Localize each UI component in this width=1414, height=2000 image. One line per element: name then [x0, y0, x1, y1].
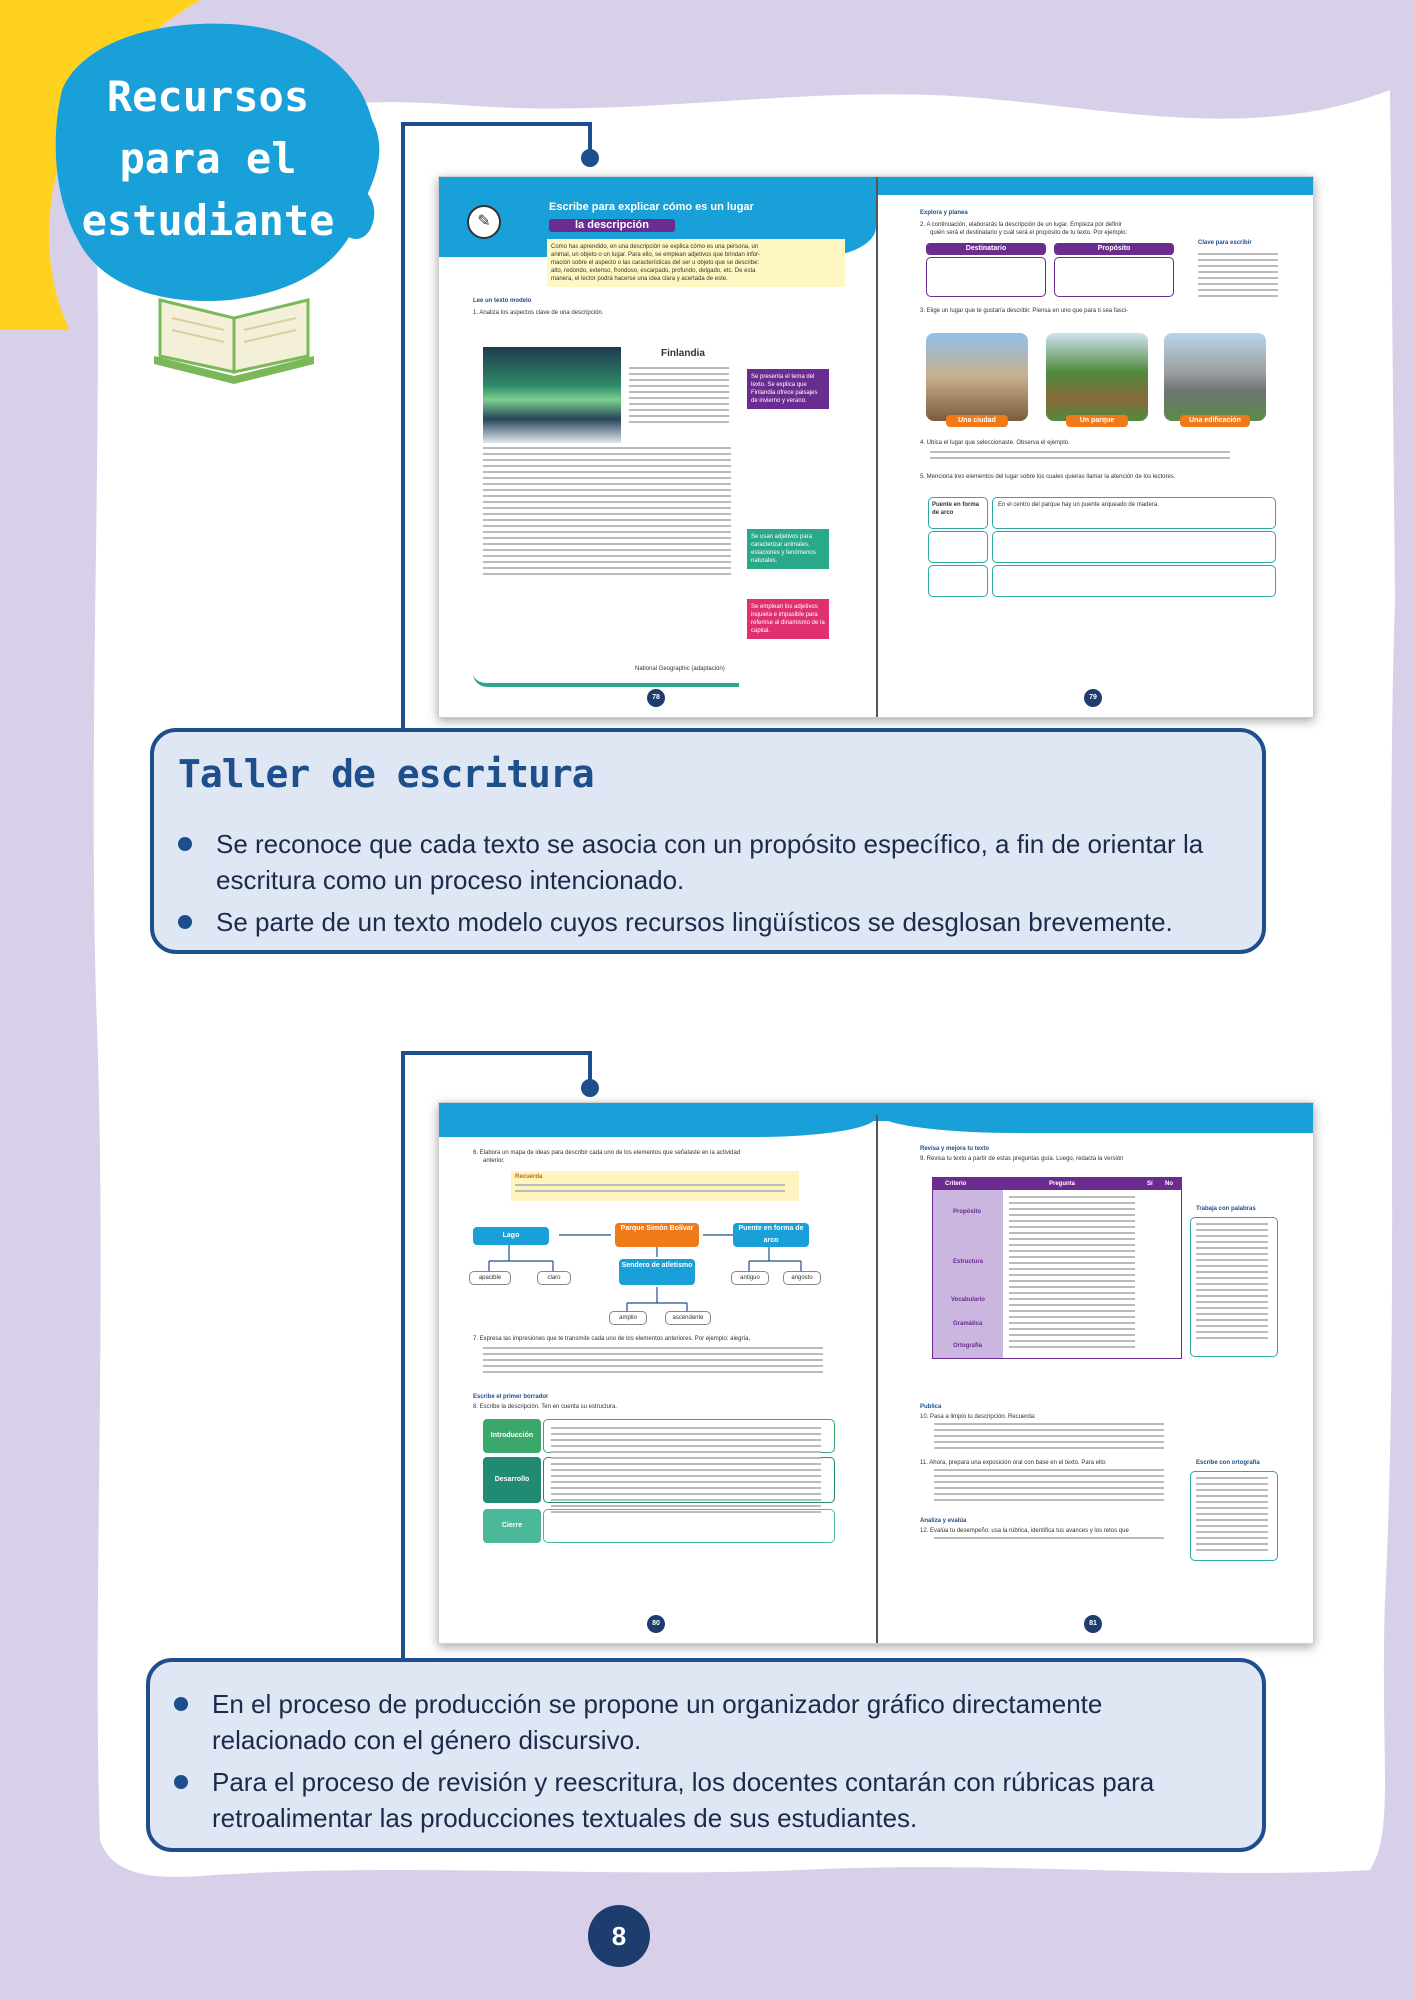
header-line-1: Recursos	[106, 72, 310, 121]
list-item: Para el proceso de revisión y reescritura, los docentes contarán con rúbricas para retroalimentar las producciones textuales de sus estudiantes.	[174, 1764, 1234, 1836]
green-underline	[473, 673, 739, 687]
page-number-79: 79	[1084, 689, 1102, 707]
banner-title: Escribe para explicar cómo es un lugar	[549, 201, 754, 213]
element-desc-3	[992, 565, 1276, 597]
th-no: No	[1165, 1181, 1173, 1187]
side-palabras-label: Trabaja con palabras	[1196, 1206, 1256, 1212]
clave-label: Clave para escribir	[1198, 240, 1252, 246]
header-line-3: estudiante	[81, 196, 335, 245]
book-spread-1	[438, 176, 1314, 718]
question-6: 6. Elabora un mapa de ideas para describir cada uno de los elementos que señalaste en la actividad	[473, 1150, 741, 1156]
q10-list	[934, 1423, 1164, 1453]
crit-proposito: Propósito	[953, 1209, 981, 1215]
pencil-icon: ✎	[467, 205, 501, 239]
map-lago: Lago	[473, 1227, 549, 1245]
th-si: Sí	[1147, 1181, 1153, 1187]
side-ortografia-label: Escribe con ortografía	[1196, 1460, 1260, 1466]
th-criterio: Criterio	[945, 1181, 967, 1187]
element-box-3	[928, 565, 988, 597]
col-proposito: Propósito	[1054, 243, 1174, 255]
info-box-list	[178, 826, 1238, 946]
page-number-81: 81	[1084, 1615, 1102, 1633]
prop-box	[1054, 257, 1174, 297]
question-5: 5. Menciona tres elementos del lugar sobre los cuales quieras llamar la atención de los lectores.	[920, 474, 1176, 480]
page-80	[439, 1121, 876, 1643]
section-lee: Lee un texto modelo	[473, 298, 532, 304]
question-6b: anterior.	[483, 1158, 505, 1164]
info-box-title: Taller de escritura	[178, 752, 594, 796]
header-wave	[876, 1103, 1313, 1133]
side-ortografia-text	[1196, 1477, 1268, 1555]
leaf-1: apacible	[469, 1271, 511, 1285]
crit-estructura: Estructura	[953, 1259, 984, 1265]
leaf-6: ascendente	[665, 1311, 711, 1325]
header-badge-title	[78, 66, 338, 252]
th-pregunta: Pregunta	[1049, 1181, 1076, 1187]
info-box-produccion	[146, 1658, 1266, 1852]
crit-gramatica: Gramática	[953, 1321, 983, 1327]
photo-city	[926, 333, 1028, 421]
book-spread-2	[438, 1102, 1314, 1644]
article-title: Finlandia	[661, 348, 705, 359]
map-sendero: Sendero de atletismo	[619, 1259, 695, 1285]
list-item: Se parte de un texto modelo cuyos recursos lingüísticos se desglosan brevemente.	[178, 904, 1238, 940]
question-7: 7. Expresa las impresiones que te transmite cada uno de los elementos anteriores. Por ejemplo: alegría,	[473, 1336, 751, 1342]
info-box-list	[174, 1686, 1234, 1842]
question-1: 1. Analiza los aspectos clave de una descripción.	[473, 310, 604, 316]
rubric-questions	[1009, 1196, 1135, 1352]
crit-ortografia: Ortografía	[953, 1343, 983, 1349]
article-body	[629, 367, 729, 427]
rubric-table	[932, 1177, 1182, 1359]
leaf-2: claro	[537, 1271, 571, 1285]
page-number-80: 80	[647, 1615, 665, 1633]
bridge-label: Puente en forma de arco	[932, 502, 980, 516]
leaf-4: angosto	[783, 1271, 821, 1285]
page-number-78: 78	[647, 689, 665, 707]
note-1: Se presenta el tema del texto. Se explica que Finlandia ofrece paisajes de invierno y verano.	[747, 369, 829, 409]
label-building: Una edificación	[1180, 415, 1250, 427]
bullet-icon	[174, 1775, 188, 1789]
article-source: National Geographic (adaptación)	[635, 666, 725, 672]
section-publica: Publica	[920, 1404, 942, 1410]
aurora-photo	[483, 347, 621, 443]
q7-text	[483, 1347, 823, 1377]
question-8: 8. Escribe la descripción. Ten en cuenta su estructura.	[473, 1404, 617, 1410]
question-3: 3. Elige un lugar que te gustaría describir. Piensa en uno que para ti sea fasci-	[920, 308, 1129, 314]
bullet-icon	[178, 915, 192, 929]
question-2: 2. A continuación, elaborarás la descripción de un lugar. Empieza por definir	[920, 222, 1122, 228]
page-78	[439, 195, 876, 717]
crit-vocabulario: Vocabulario	[951, 1297, 985, 1303]
label-park: Un parque	[1066, 415, 1128, 427]
question-9: 9. Revisa tu texto a partir de estas preguntas guía. Luego, redacta la versión	[920, 1156, 1124, 1162]
dest-box	[926, 257, 1046, 297]
element-box-2	[928, 531, 988, 563]
question-2b: quién será el destinatario y cuál será el propósito de tu texto. Por ejemplo:	[930, 230, 1128, 236]
list-item: En el proceso de producción se propone un organizador gráfico directamente relacionado con el género discursivo.	[174, 1686, 1234, 1758]
rows-text	[551, 1427, 821, 1517]
q11-list	[934, 1469, 1164, 1505]
question-11: 11. Ahora, prepara una exposición oral con base en el texto. Para ello:	[920, 1460, 1107, 1466]
info-box-taller	[150, 728, 1266, 954]
article-body-2	[483, 447, 731, 579]
section-borrador: Escribe el primer borrador	[473, 1394, 549, 1400]
clave-text	[1198, 253, 1278, 301]
intro-text: Como has aprendido, en una descripción se explica cómo es una persona, un animal, un objeto o un lugar. Para ello, se emplean adjetivos que brindan infor- mación sobre el aspecto o las características del ser u objeto que se describe: alto, redondo, extenso, frondoso, escarpado, profundo, delgado, etc. De esta manera, el lector podrá hacerse una idea clara y acertada de este.	[547, 239, 845, 287]
row-introduccion: Introducción	[483, 1419, 541, 1453]
question-10: 10. Pasa a limpio tu descripción. Recuerda:	[920, 1414, 1036, 1420]
row-cierre: Cierre	[483, 1509, 541, 1543]
section-explora: Explora y planea	[920, 210, 968, 216]
q4-example	[930, 451, 1230, 463]
leaf-3: antiguo	[731, 1271, 769, 1285]
col-destinatario: Destinatario	[926, 243, 1046, 255]
page-81	[876, 1121, 1313, 1643]
note-3: Se emplean los adjetivos inquieta e impasible para referirse al dinamismo de la capital.	[747, 599, 829, 639]
bridge-desc: En el centro del parque hay un puente arqueado de madera.	[998, 502, 1159, 508]
page-79	[876, 195, 1313, 717]
header-line-2: para el	[119, 134, 297, 183]
question-4: 4. Ubica el lugar que seleccionaste. Observa el ejemplo.	[920, 440, 1070, 446]
note-2: Se usan adjetivos para caracterizar animales, estaciones y fenómenos naturales.	[747, 529, 829, 569]
recuerda-label: Recuerda	[515, 1174, 543, 1180]
bullet-icon	[178, 837, 192, 851]
photo-park	[1046, 333, 1148, 421]
section-revisa: Revisa y mejora tu texto	[920, 1146, 990, 1152]
side-palabras-text	[1196, 1223, 1268, 1343]
label-city: Una ciudad	[946, 415, 1008, 427]
question-12: 12. Evalúa tu desempeño: usa la rúbrica, identifica tus avances y los retos que	[920, 1528, 1129, 1534]
bullet-icon	[174, 1697, 188, 1711]
map-puente: Puente en forma de arco	[733, 1223, 809, 1247]
q12-text	[934, 1537, 1164, 1543]
photo-building	[1164, 333, 1266, 421]
banner-subtitle: la descripción	[549, 219, 675, 232]
row-desarrollo: Desarrollo	[483, 1457, 541, 1503]
element-desc-2	[992, 531, 1276, 563]
map-center: Parque Simón Bolívar	[615, 1223, 699, 1247]
section-analiza: Analiza y evalúa	[920, 1518, 967, 1524]
page-number: 8	[588, 1905, 650, 1967]
list-item: Se reconoce que cada texto se asocia con un propósito específico, a fin de orientar la escritura como un proceso intencionado.	[178, 826, 1238, 898]
leaf-5: amplio	[609, 1311, 647, 1325]
